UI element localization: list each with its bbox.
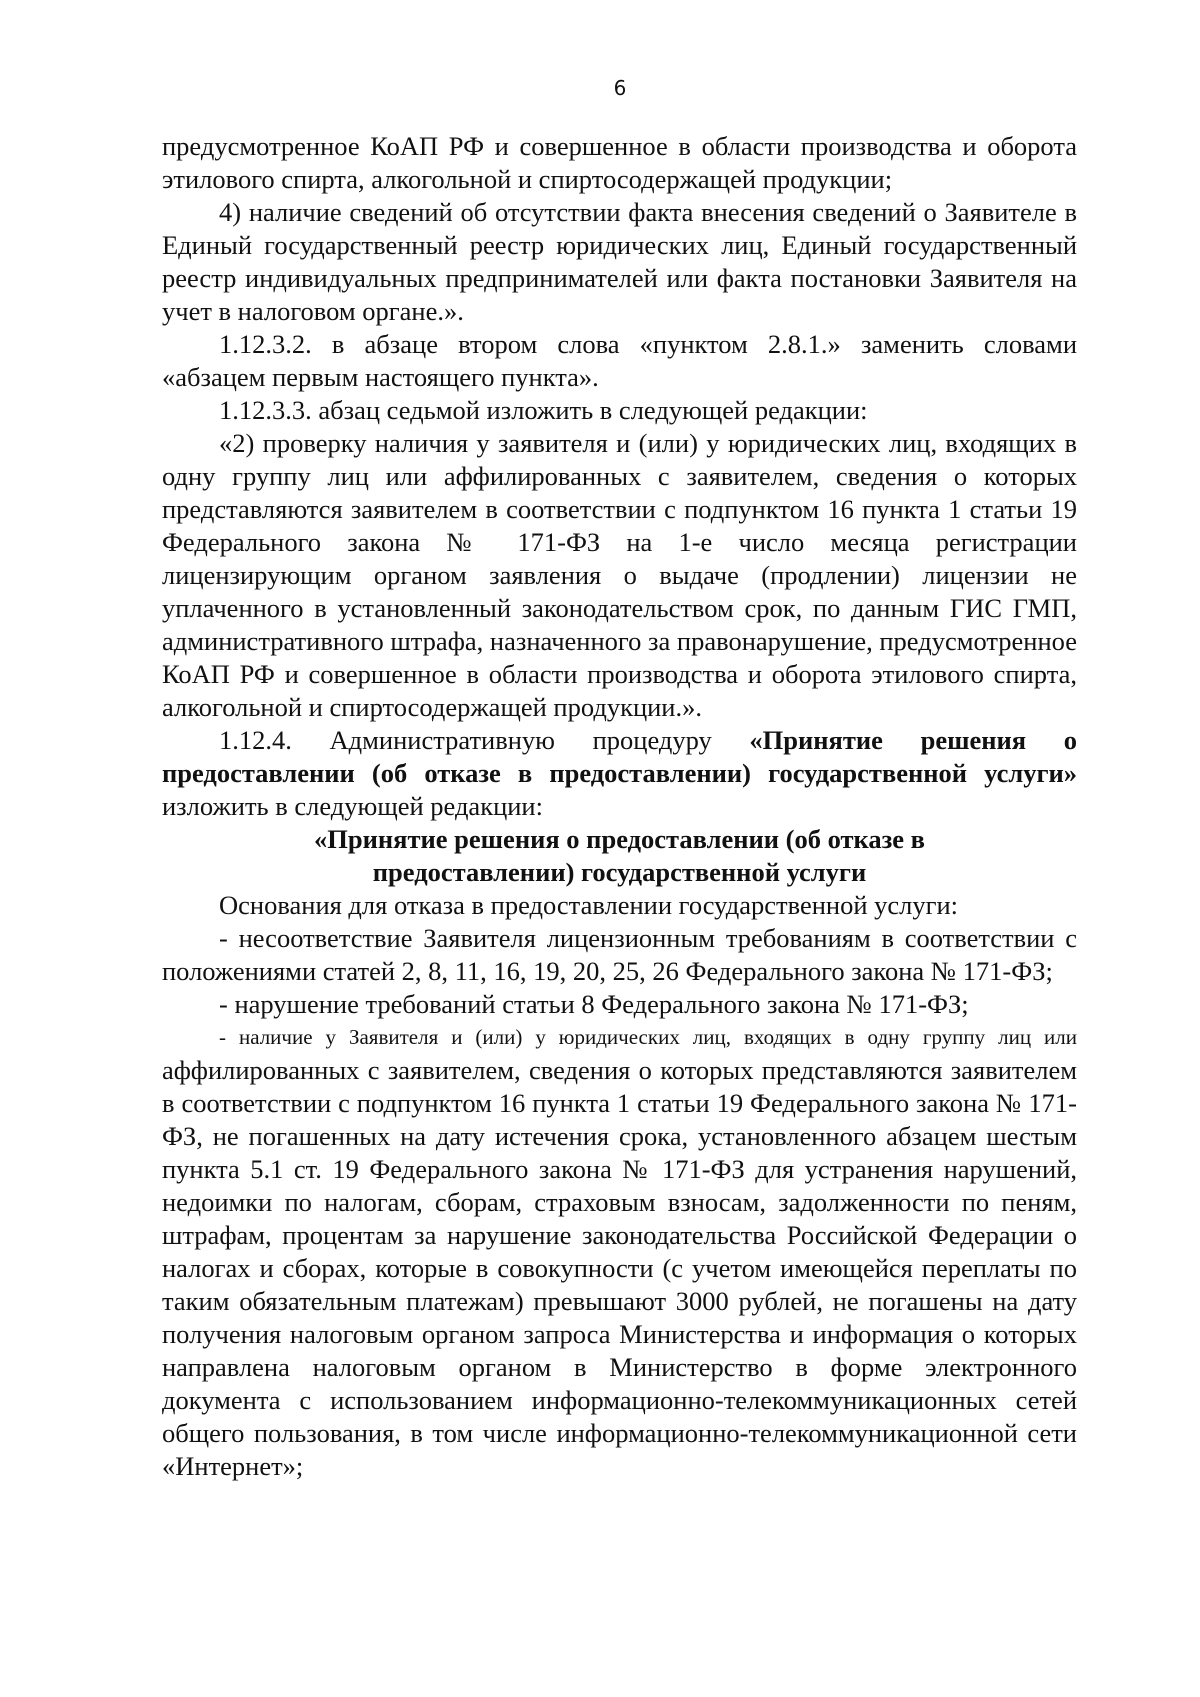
paragraph-1-12-3-2: 1.12.3.2. в абзаце втором слова «пунктом 2.8.1.» заменить словами «абзацем первым настоящего пункта». [162,329,1077,392]
list-item-violation: - нарушение требований статьи 8 Федерального закона № 171-ФЗ; [219,989,969,1019]
paragraph-item-2-quote: «2) проверку наличия у заявителя и (или) у юридических лиц, входящих в одну группу лиц или аффилированных с заявителем, сведения о которых представляются заявителем в соответствии с подпунктом 16 пункта 1 статьи 19 Федерального закона № 171-ФЗ на 1-е число месяца регистрации лицензирующим органом заявления о выдаче (продлении) лицензии не уплаченного в установленный законодательством срок, по данным ГИС ГМП, административного штрафа, назначенного за правонарушение, предусмотренное КоАП РФ и совершенное в области производства и оборота этилового спирта, алкогольной и спиртосодержащей продукции.». [162,428,1077,722]
section-heading: «Принятие решения о предоставлении (об отказе в предоставлении) государственной услуги [314,824,925,887]
paragraph-item-4: 4) наличие сведений об отсутствии факта внесения сведений о Заявителе в Единый государственный реестр юридических лиц, Единый государственный реестр индивидуальных предпринимателей или факта постановки Заявителя на учет в налоговом органе.». [162,197,1077,326]
page-number: 6 [613,76,627,100]
paragraph-1-12-4-suffix: изложить в следующей редакции: [162,791,543,821]
procedure-title: «Принятие решения о предоставлении (об отказе в предоставлении) государственной услуги» [162,725,1078,788]
list-item-tax-debt: - наличие у Заявителя и (или) у юридических лиц, входящих в одну группу лиц или аффилированных с заявителем, сведения о которых представляются заявителем в соответствии с подпунктом 16 пункта 1 статьи 19 Федерального закона № 171-ФЗ, не погашенных на дату истечения срока, установленного абзацем шестым пункта 5.1 ст. 19 Федерального закона № 171-ФЗ для устранения нарушений, недоимки по налогам, сборам, страховым взносам, задолженности по пеням, штрафам, процентам за нарушение законодательства Российской Федерации о налогах и сборах, которые в совокупности (с учетом имеющейся переплаты по таким обязательным платежам) превышают 3000 рублей, не погашены на дату получения налоговым органом запроса Министерства и информация о которых направлена налоговым органом в Министерство в форме электронного документа с использованием информационно-телекоммуникационных сетей общего пользования, в том числе информационно-телекоммуникационной сети «Интернет»; [162,1025,1077,1481]
paragraph-continuation: предусмотренное КоАП РФ и совершенное в области производства и оборота этилового спирта, алкогольной и спиртосодержащей продукции; [162,131,1077,194]
paragraph-refusal-grounds: Основания для отказа в предоставлении государственной услуги: [219,890,959,920]
paragraph-1-12-4-prefix: 1.12.4. Административную процедуру [219,725,750,755]
list-item-nonconformity: - несоответствие Заявителя лицензионным требованиям в соответствии с положениями статей 2, 8, 11, 16, 19, 20, 25, 26 Федерального закона № 171-ФЗ; [162,923,1077,986]
paragraph-1-12-3-3: 1.12.3.3. абзац седьмой изложить в следующей редакции: [219,395,868,425]
paragraph-1-12-4 [162,724,1077,823]
document-body [162,130,1077,1483]
